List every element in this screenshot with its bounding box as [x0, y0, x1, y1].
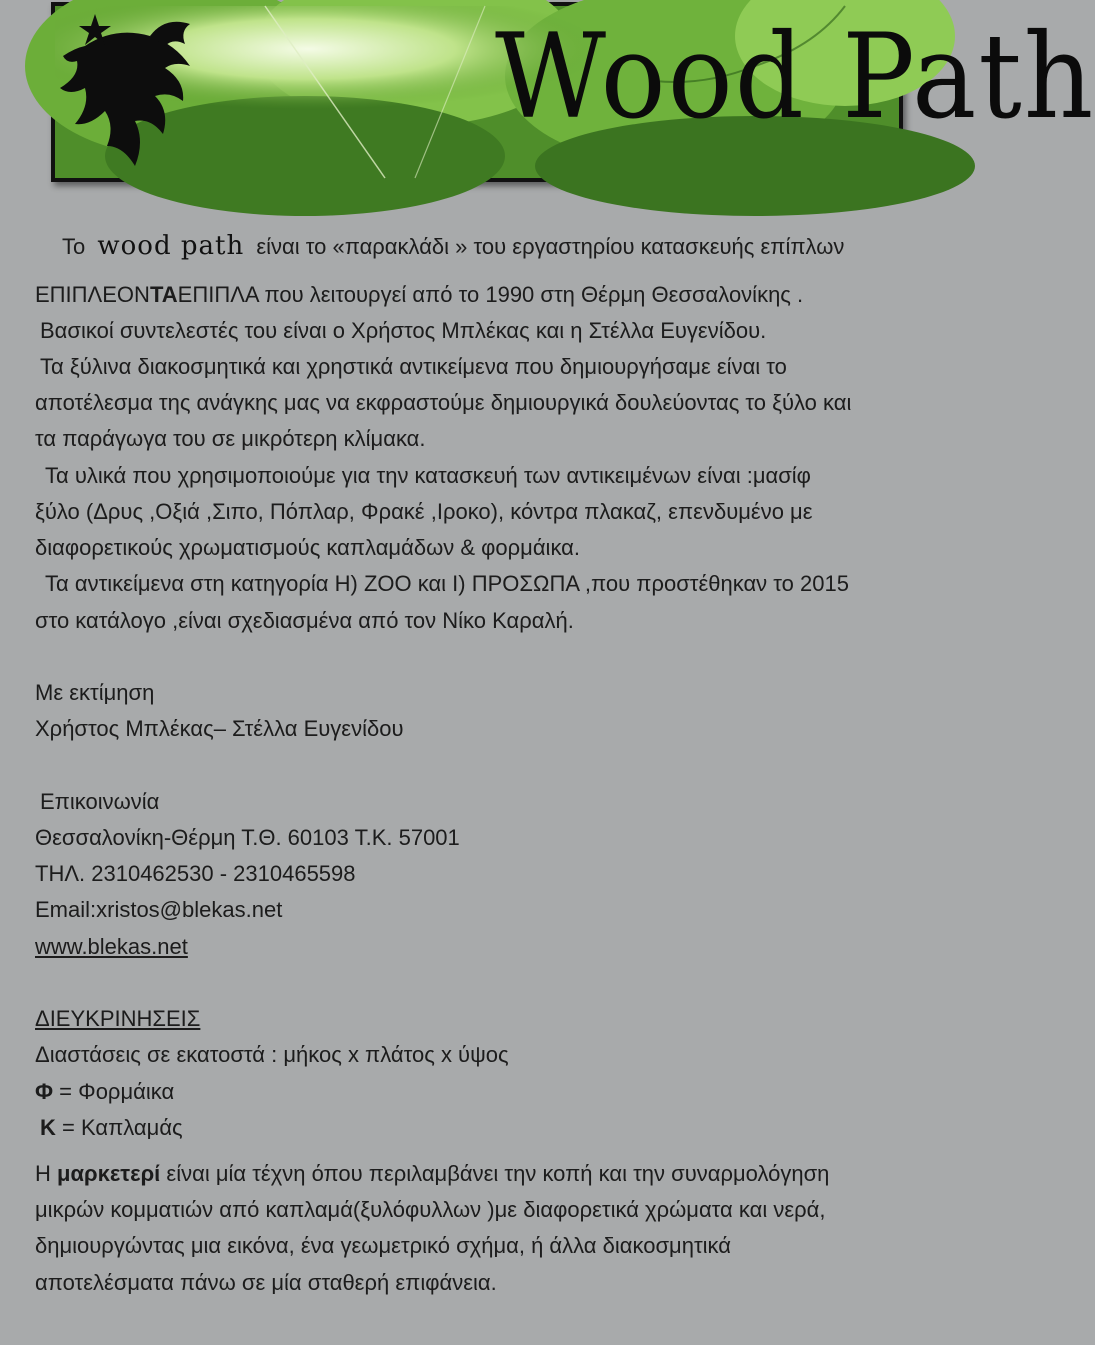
notes-dimensions: Διαστάσεις σε εκατοστά : μήκος x πλάτος x ύψος: [35, 1042, 509, 1067]
wood-path-logo: Wood Path: [495, 9, 1095, 145]
para3-line2: ξύλο (Δρυς ,Οξιά ,Σιπο, Πόπλαρ, Φρακέ ,Ιροκο), κόντρα πλακαζ, επενδυμένο με: [35, 499, 813, 524]
website-link[interactable]: www.blekas.net: [35, 934, 188, 959]
company-bold: ΤΑ: [149, 282, 178, 307]
para4-line2: στο κατάλογο ,είναι σχεδιασμένα από τον Νίκο Καραλή.: [35, 608, 574, 633]
partners-line: Βασικοί συντελεστές του είναι ο Χρήστος Μπλέκας και η Στέλλα Ευγενίδου.: [40, 318, 767, 343]
marquetry-line3: δημιουργώντας μια εικόνα, ένα γεωμετρικό σχήμα, ή άλλα διακοσμητικά: [35, 1233, 731, 1258]
para3-line3: διαφορετικούς χρωματισμούς καπλαμάδων & φορμάικα.: [35, 535, 581, 560]
para4-line1: Τα αντικείμενα στη κατηγορία Η) ΖΟΟ και Ι) ΠΡΟΣΩΠΑ ,που προστέθηκαν το 2015: [45, 571, 849, 596]
para2-line1: Τα ξύλινα διακοσμητικά και χρηστικά αντικείμενα που δημιουργήσαμε είναι το: [40, 354, 787, 379]
notes-formica: [35, 1074, 174, 1110]
intro-to: Το: [62, 234, 86, 259]
company-pre: ΕΠΙΠΛΕΟΝ: [35, 282, 150, 307]
marquetry-post: είναι μία τέχνη όπου περιλαμβάνει την κοπή και την συναρμολόγηση: [160, 1161, 830, 1186]
formica-text: = Φορμάικα: [53, 1079, 175, 1104]
contact-heading: Επικοινωνία: [40, 789, 160, 814]
formica-letter: Φ: [35, 1079, 54, 1104]
intro-line: [62, 228, 844, 265]
closing-names: Χρήστος Μπλέκας– Στέλλα Ευγενίδου: [35, 716, 404, 741]
marquetry-bold: μαρκετερί: [57, 1161, 161, 1186]
para2-line2: αποτέλεσμα της ανάγκης μας να εκφραστούμε δημιουργικά δουλεύοντας το ξύλο και: [35, 390, 852, 415]
veneer-letter: Κ: [40, 1115, 56, 1140]
marquetry-pre: Η: [35, 1161, 57, 1186]
notes-heading: ΔΙΕΥΚΡΙΝΗΣΕΙΣ: [35, 1006, 201, 1031]
company-line: [35, 277, 803, 313]
marquetry-line1: [35, 1156, 829, 1192]
contact-phone: ΤΗΛ. 2310462530 - 2310465598: [35, 861, 356, 886]
marquetry-line4: αποτελέσματα πάνω σε μία σταθερή επιφάνεια.: [35, 1270, 497, 1295]
intro-rest: είναι το «παρακλάδι » του εργαστηρίου κατασκευής επίπλων: [256, 234, 845, 259]
veneer-text: = Καπλαμάς: [55, 1115, 183, 1140]
notes-veneer: [40, 1110, 183, 1146]
para2-line3: τα παράγωγα του σε μικρότερη κλίμακα.: [35, 426, 426, 451]
para3-line1: Τα υλικά που χρησιμοποιούμε για την κατασκευή των αντικειμένων είναι :μασίφ: [45, 463, 811, 488]
inline-wood-path-logo: wood path: [97, 231, 245, 261]
closing-greeting: Με εκτίμηση: [35, 680, 155, 705]
company-post: ΕΠΙΠΛΑ που λειτουργεί από το 1990 στη Θέρμη Θεσσαλονίκης .: [177, 282, 804, 307]
contact-email[interactable]: Email:xristos@blekas.net: [35, 897, 283, 922]
contact-address: Θεσσαλονίκη-Θέρμη Τ.Θ. 60103 Τ.Κ. 57001: [35, 825, 460, 850]
marquetry-line2: μικρών κομματιών από καπλαμά(ξυλόφυλλων )με διαφορετικά χρώματα και νερά,: [35, 1197, 826, 1222]
